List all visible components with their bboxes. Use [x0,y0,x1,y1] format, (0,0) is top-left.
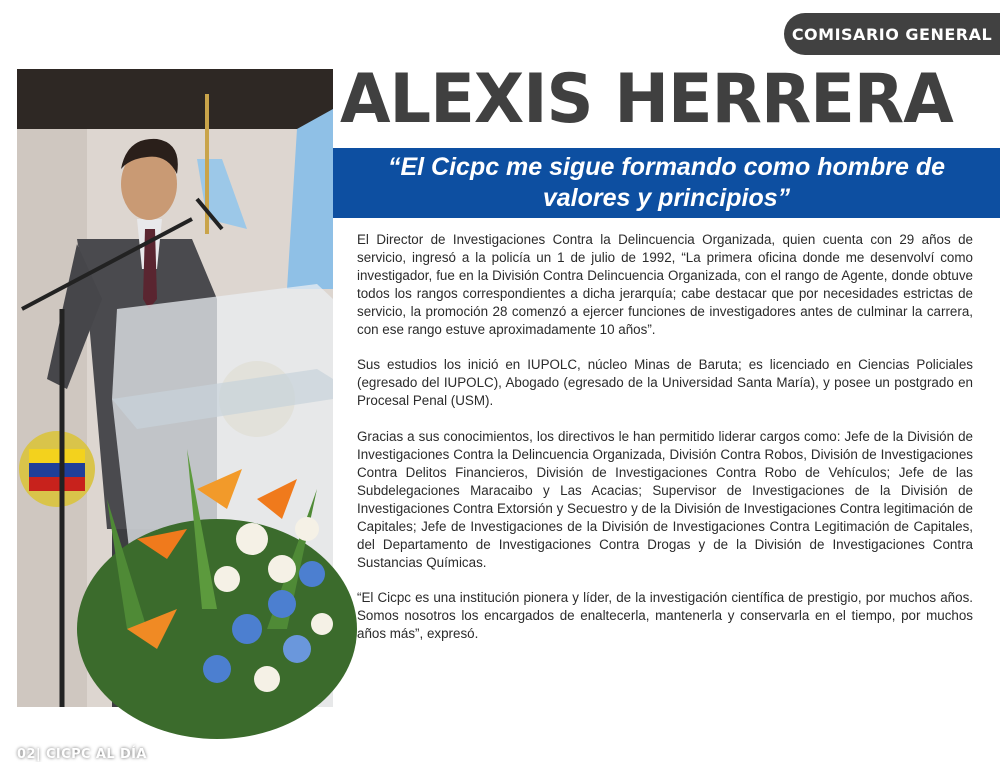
paragraph: Gracias a sus conocimientos, los directivos le han permitido liderar cargos como: Jefe de la División de Investigaciones Contra la Delincuencia Organizada, División Contra Robos, División de Investigaciones Contra Delitos Financieros, División de Investigaciones Contra Robo de Vehículos; Jefe de las Subdelegaciones Maracaibo y Las Acacias; Supervisor de Investigaciones de la División de Investigaciones Contra Extorsión y Secuestro y de la División de Investigaciones Contra legitimación de Capitales; Jefe de Investigaciones de la División de Investigaciones Contra Legitimación de Capitales, del Departamento de Investigaciones Contra Drogas y de la División de Investigaciones Contra Sustancias Químicas. [357,429,973,570]
person-name-heading: ALEXIS HERRERA [340,60,953,139]
speaker-photo [17,69,333,762]
section-badge: COMISARIO GENERAL [784,13,1000,55]
speaker-illustration [17,69,333,707]
paragraph: El Director de Investigaciones Contra la Delincuencia Organizada, quien cuenta con 29 años de servicio, ingresó a la policía un 1 de julio de 1992, “La primera oficina donde me desenvolví como investigador, fue en la División Contra Delincuencia Organizada, con el rango de Agente, donde obtuve todos los rangos correspondientes a dicha jerarquía; cabe destacar que por necesidades estrictas de servicio, la promoción 28 comenzó a ejercer funciones de investigadores antes de culminar la carrera, con ese rango estuve aproximadamente 10 años”. [357,232,973,337]
article-body [357,231,973,661]
quote-text: “El Cicpc me sigue formando como hombre de valores y principios” [387,153,946,212]
quote-banner [333,148,1000,218]
paragraph: “El Cicpc es una institución pionera y líder, de la investigación científica de prestigio, por muchos años. Somos nosotros los encargados de enaltecerla, mantenerla y conservarla en el tiempo, por muchos años más”, expresó. [357,590,973,642]
page-footer-label: 02| CICPC AL DÍA [17,747,147,762]
paragraph: Sus estudios los inició en IUPOLC, núcleo Minas de Baruta; es licenciado en Ciencias Policiales (egresado del IUPOLC), Abogado (egresado de la Universidad Santa María), y posee un postgrado en Procesal Penal (USM). [357,357,973,409]
